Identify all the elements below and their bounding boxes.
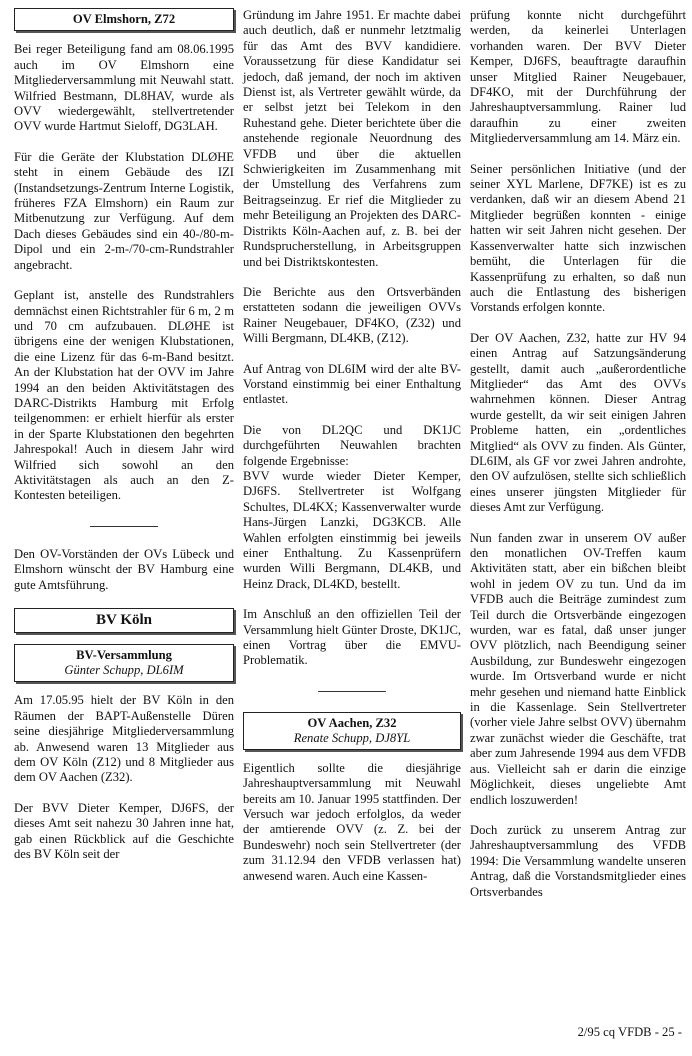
heading-author: Renate Schupp, DJ8YL	[293, 730, 411, 745]
column-2	[243, 8, 461, 899]
separator-line	[318, 691, 386, 692]
paragraph: Im Anschluß an den offiziellen Teil der Versammlung hielt Günter Droste, DK1JC, einen Vortrag über die EMVU-Problematik.	[243, 607, 461, 668]
paragraph: prüfung konnte nicht durchgeführt werden, da keinerlei Unterlagen vorhanden waren. Der BVV Dieter Kemper, DJ6FS, beauftragte daraufhin unser Mitglied Rainer Neugebauer, DF4KO, mit der Durchführung der Jahreshauptversammlung. Rainer lud daraufhin zu einer zweiten Mitgliederversammlung am 14. März ein.	[470, 8, 686, 146]
paragraph: Die Berichte aus den Ortsverbänden erstatteten sodann die jeweiligen OVVs Rainer Neugebauer, DF4KO, (Z32) und Willi Bergmann, DL4KB, (Z12).	[243, 284, 461, 346]
heading-bv-versammlung	[14, 644, 234, 682]
paragraph: Geplant ist, anstelle des Rundstrahlers demnächst einen Richtstrahler für 6 m, 2 m und 70 cm aufzubauen. DLØHE ist übrigens eine der wenigen Klubstationen, die eine Lizenz für das 6-m-Band besitzt. An der Klubstation hat der OVV im Jahre 1994 an den beiden Aktivitätstagen des DARC-Distrikts Hamburg mit Erfolg teilgenommen: er erhielt hierfür als erster in der Sparte Klubstationen den begehrten Jahrespokal! Auch in diesem Jahr wird Wilfried sich sowohl an den Aktivitätstagen als auch an den Z-Kontesten beteiligen.	[14, 288, 234, 503]
paragraph: Eigentlich sollte die diesjährige Jahreshauptversammlung mit Neuwahl bereits am 10. Januar 1995 stattfinden. Der Versuch war jedoch erfolglos, da weder der amtierende OVV (z. Z. bei der Bundeswehr) noch sein Stellvertreter (der zum 31.12.94 den VFDB verlassen hat) anwesend waren. Auch eine Kassen-	[243, 760, 461, 883]
heading-ov-aachen	[243, 712, 461, 750]
heading-title: OV Aachen, Z32	[307, 715, 397, 730]
paragraph: Der OV Aachen, Z32, hatte zur HV 94 einen Antrag auf Satzungsänderung gestellt, damit auch „außerordentliche Mitglieder“ das Amt des OVVs wahrnehmen können. Dieser Antrag wurde gestellt, da wir seit einigen Jahren Probleme hatten, ein „ordentliches Mitglied“ als OVV zu finden. Als Günter, DL6IM, als GF vor zwei Jahren androhte, den OV aufzulösen, stellte sich schließlich eines unserer jüngsten Mitglieder für dieses Amt zur Verfügung.	[470, 330, 686, 515]
heading-bv-koeln: BV Köln	[14, 608, 234, 633]
paragraph: Doch zurück zu unserem Antrag zur Jahreshauptversammlung des VFDB 1994: Die Versammlung wandelte unseren Antrag, daß die Vorstandsmitglieder eines Ortsverbandes	[470, 822, 686, 899]
paragraph: Der BVV Dieter Kemper, DJ6FS, der dieses Amt seit nahezu 30 Jahren inne hat, gab einen Rückblick auf die Geschichte des BV Köln seit der	[14, 800, 234, 862]
paragraph: Für die Geräte der Klubstation DLØHE steht in einem Gebäude des IZI (Instandsetzungs-Zentrum Interne Logistik, früheres FZA Elmshorn) ein Raum zur Mitbenutzung zur Verfügung. Auf dem Dach dieses Gebäudes sind ein 40-/80-m-Dipol und ein 2-m-/70-cm-Rundstrahler angebracht.	[14, 149, 234, 272]
separator-line	[90, 526, 158, 527]
paragraph: BVV wurde wieder Dieter Kemper, DJ6FS. Stellvertreter ist Wolfgang Schultes, DL4KX; Kassenverwalter wurde Hans-Jürgen Lanzki, DG3KCB. Alle Wahlen erfolgten einstimmig bei jeweils einer Enthaltung. Zu Kassenprüfern wurden Willi Bergmann, DL4KB, und Heinz Drack, DL4KD, bestellt.	[243, 468, 461, 591]
paragraph: Bei reger Beteiligung fand am 08.06.1995 auch im OV Elmshorn eine Mitgliederversammlung mit Neuwahl statt. Wilfried Bestmann, DL8HAV, wurde als OVV wiedergewählt, stellvertretender OVV wurde Hartmut Sieloff, DG3LAH.	[14, 42, 234, 134]
heading-title: BV-Versammlung	[76, 648, 172, 663]
paragraph: Auf Antrag von DL6IM wird der alte BV-Vorstand einstimmig bei einer Enthaltung entlastet.	[243, 361, 461, 407]
heading-author: Günter Schupp, DL6IM	[64, 663, 184, 678]
paragraph: Gründung im Jahre 1951. Er machte dabei auch deutlich, daß er nunmehr letztmalig für das Amt des BVV kandidiere. Voraussetzung für diese Kandidatur sei jedoch, daß jemand, der noch im aktiven Dienst ist, als Vertreter gewählt würde, da er selbst jetzt bei Telekom in den Ruhestand gehe. Dieter berichtete über die anstehende regionale Neuordnung des VFDB und über die aktuellen Schwierigkeiten im Zusammenhang mit der Umstellung des Verfahrens zum Beitragseinzug. Er rief die Mitglieder zu mehr Beteiligung an Projekten des DARC-Distrikts Köln-Aachen auf, z. B. bei der Rundsprucherstellung, in Arbeitsgruppen und bei Distriktskontesten.	[243, 8, 461, 269]
heading-ov-elmshorn: OV Elmshorn, Z72	[14, 8, 234, 31]
paragraph: Nun fanden zwar in unserem OV außer den monatlichen OV-Treffen kaum Aktivitäten statt, aber ein bißchen bleibt wohl in jedem OV zu tun. Und da im VFDB auch die Beiträge zumindest zum Teil durch die Ortsverbände eingezogen wurden, war es fatal, daß unser junger OVV plötzlich, nach Beendigung seiner Ausbildung, zur Bundeswehr eingezogen wurde. Im Ortsverband wurde er nicht mehr gesehen und niemand hatte Einblick in die Kassenlage. Sein Stellvertreter (vorher viele Jahre selbst OVV) übernahm zwar zunächst wieder die Geschäfte, trat aber zum Jahresende 1994 aus dem VFDB aus. Vielleicht sah er darin die einzige Möglichkeit, dieses ungeliebte Amt endlich loszuwerden!	[470, 530, 686, 807]
paragraph: Den OV-Vorständen der OVs Lübeck und Elmshorn wünscht der BV Hamburg eine gute Amtsführung.	[14, 546, 234, 592]
column-3	[470, 8, 686, 915]
paragraph: Seiner persönlichen Initiative (und der seiner XYL Marlene, DF7KE) ist es zu verdanken, daß wir an diesem Abend 21 Mitglieder begrüßen konnten - einige hatten wir seit Jahren nicht gesehen. Der Kassenverwalter hatte sich inzwischen bemüht, die Unterlagen für die Kassenprüfung zu erhalten, so daß nun auch die Entlastung des bisherigen Vorstands erfolgen konnte.	[470, 161, 686, 315]
paragraph: Die von DL2QC und DK1JC durchgeführten Neuwahlen brachten folgende Ergebnisse:	[243, 422, 461, 468]
column-1	[14, 8, 234, 877]
paragraph: Am 17.05.95 hielt der BV Köln in den Räumen der BAPT-Außenstelle Düren seine diesjährige Mitgliederversammlung ab. Anwesend waren 13 Mitglieder aus dem OV Köln (Z12) und 8 Mitglieder aus dem OV Aachen (Z32).	[14, 693, 234, 785]
page-footer: 2/95 cq VFDB - 25 -	[577, 1025, 682, 1039]
